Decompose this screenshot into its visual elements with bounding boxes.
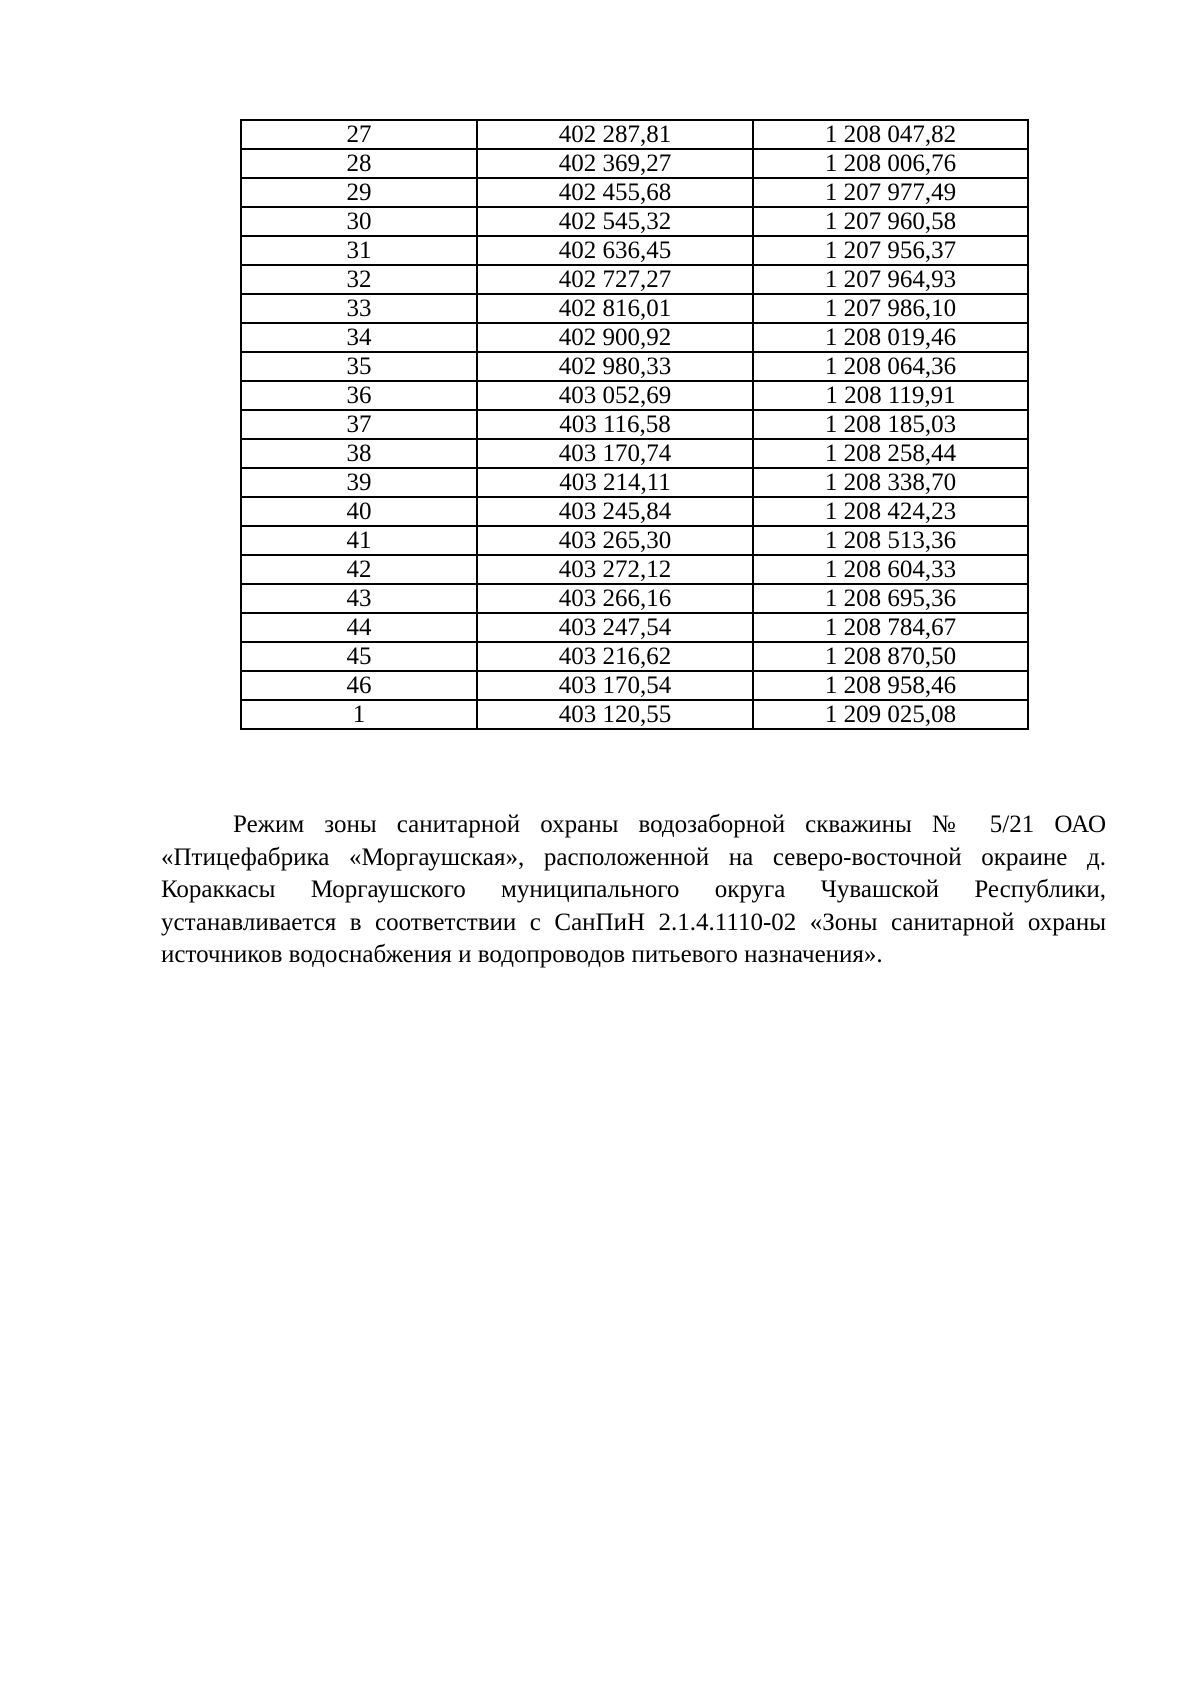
point-number-cell: 46 — [241, 671, 477, 700]
x-coordinate-cell: 403 214,11 — [477, 468, 753, 497]
point-number-cell: 29 — [241, 178, 477, 207]
point-number-cell: 40 — [241, 497, 477, 526]
table-row — [241, 120, 1028, 149]
table-row — [241, 642, 1028, 671]
y-coordinate-cell: 1 207 964,93 — [753, 265, 1028, 294]
x-coordinate-cell: 403 170,74 — [477, 439, 753, 468]
x-coordinate-cell: 403 170,54 — [477, 671, 753, 700]
x-coordinate-cell: 402 455,68 — [477, 178, 753, 207]
y-coordinate-cell: 1 207 977,49 — [753, 178, 1028, 207]
x-coordinate-cell: 402 369,27 — [477, 149, 753, 178]
point-number-cell: 43 — [241, 584, 477, 613]
x-coordinate-cell: 402 980,33 — [477, 352, 753, 381]
table-row — [241, 526, 1028, 555]
table-row — [241, 584, 1028, 613]
y-coordinate-cell: 1 208 424,23 — [753, 497, 1028, 526]
x-coordinate-cell: 403 052,69 — [477, 381, 753, 410]
point-number-cell: 41 — [241, 526, 477, 555]
x-coordinate-cell: 403 216,62 — [477, 642, 753, 671]
regime-paragraph: Режим зоны санитарной охраны водозаборной скважины № 5/21 ОАО «Птицефабрика «Моргаушская», расположенной на северо-восточной окраине д. Кораккасы Моргаушского муниципального округа Чувашской Республики, устанавливается в соответствии с СанПиН 2.1.4.1110-02 «Зоны санитарной охраны источников водоснабжения и водопроводов питьевого назначения». — [161, 811, 1106, 968]
point-number-cell: 32 — [241, 265, 477, 294]
x-coordinate-cell: 403 120,55 — [477, 700, 753, 729]
x-coordinate-cell: 402 287,81 — [477, 120, 753, 149]
x-coordinate-cell: 403 245,84 — [477, 497, 753, 526]
table-body — [241, 120, 1028, 729]
point-number-cell: 30 — [241, 207, 477, 236]
table-row — [241, 207, 1028, 236]
point-number-cell: 45 — [241, 642, 477, 671]
table-row — [241, 323, 1028, 352]
point-number-cell: 39 — [241, 468, 477, 497]
point-number-cell: 38 — [241, 439, 477, 468]
y-coordinate-cell: 1 208 258,44 — [753, 439, 1028, 468]
table-row — [241, 555, 1028, 584]
x-coordinate-cell: 403 266,16 — [477, 584, 753, 613]
x-coordinate-cell: 403 272,12 — [477, 555, 753, 584]
y-coordinate-cell: 1 208 695,36 — [753, 584, 1028, 613]
y-coordinate-cell: 1 208 338,70 — [753, 468, 1028, 497]
table-row — [241, 149, 1028, 178]
x-coordinate-cell: 403 265,30 — [477, 526, 753, 555]
point-number-cell: 42 — [241, 555, 477, 584]
y-coordinate-cell: 1 208 958,46 — [753, 671, 1028, 700]
y-coordinate-cell: 1 207 986,10 — [753, 294, 1028, 323]
table-row — [241, 381, 1028, 410]
table-row — [241, 439, 1028, 468]
x-coordinate-cell: 402 816,01 — [477, 294, 753, 323]
point-number-cell: 37 — [241, 410, 477, 439]
table-row — [241, 613, 1028, 642]
table-row — [241, 410, 1028, 439]
table-row — [241, 178, 1028, 207]
point-number-cell: 35 — [241, 352, 477, 381]
y-coordinate-cell: 1 208 019,46 — [753, 323, 1028, 352]
table-row — [241, 700, 1028, 729]
point-number-cell: 27 — [241, 120, 477, 149]
y-coordinate-cell: 1 208 006,76 — [753, 149, 1028, 178]
table-row — [241, 497, 1028, 526]
x-coordinate-cell: 403 116,58 — [477, 410, 753, 439]
table-row — [241, 468, 1028, 497]
y-coordinate-cell: 1 208 047,82 — [753, 120, 1028, 149]
coordinates-table — [240, 119, 1029, 730]
y-coordinate-cell: 1 208 784,67 — [753, 613, 1028, 642]
table-row — [241, 265, 1028, 294]
y-coordinate-cell: 1 208 513,36 — [753, 526, 1028, 555]
x-coordinate-cell: 402 900,92 — [477, 323, 753, 352]
y-coordinate-cell: 1 208 064,36 — [753, 352, 1028, 381]
table-row — [241, 294, 1028, 323]
y-coordinate-cell: 1 208 870,50 — [753, 642, 1028, 671]
y-coordinate-cell: 1 208 604,33 — [753, 555, 1028, 584]
point-number-cell: 33 — [241, 294, 477, 323]
table-row — [241, 352, 1028, 381]
table-row — [241, 671, 1028, 700]
point-number-cell: 34 — [241, 323, 477, 352]
y-coordinate-cell: 1 208 119,91 — [753, 381, 1028, 410]
y-coordinate-cell: 1 209 025,08 — [753, 700, 1028, 729]
y-coordinate-cell: 1 207 960,58 — [753, 207, 1028, 236]
table-row — [241, 236, 1028, 265]
point-number-cell: 1 — [241, 700, 477, 729]
y-coordinate-cell: 1 207 956,37 — [753, 236, 1028, 265]
x-coordinate-cell: 403 247,54 — [477, 613, 753, 642]
x-coordinate-cell: 402 545,32 — [477, 207, 753, 236]
y-coordinate-cell: 1 208 185,03 — [753, 410, 1028, 439]
point-number-cell: 36 — [241, 381, 477, 410]
point-number-cell: 31 — [241, 236, 477, 265]
x-coordinate-cell: 402 727,27 — [477, 265, 753, 294]
point-number-cell: 44 — [241, 613, 477, 642]
point-number-cell: 28 — [241, 149, 477, 178]
x-coordinate-cell: 402 636,45 — [477, 236, 753, 265]
